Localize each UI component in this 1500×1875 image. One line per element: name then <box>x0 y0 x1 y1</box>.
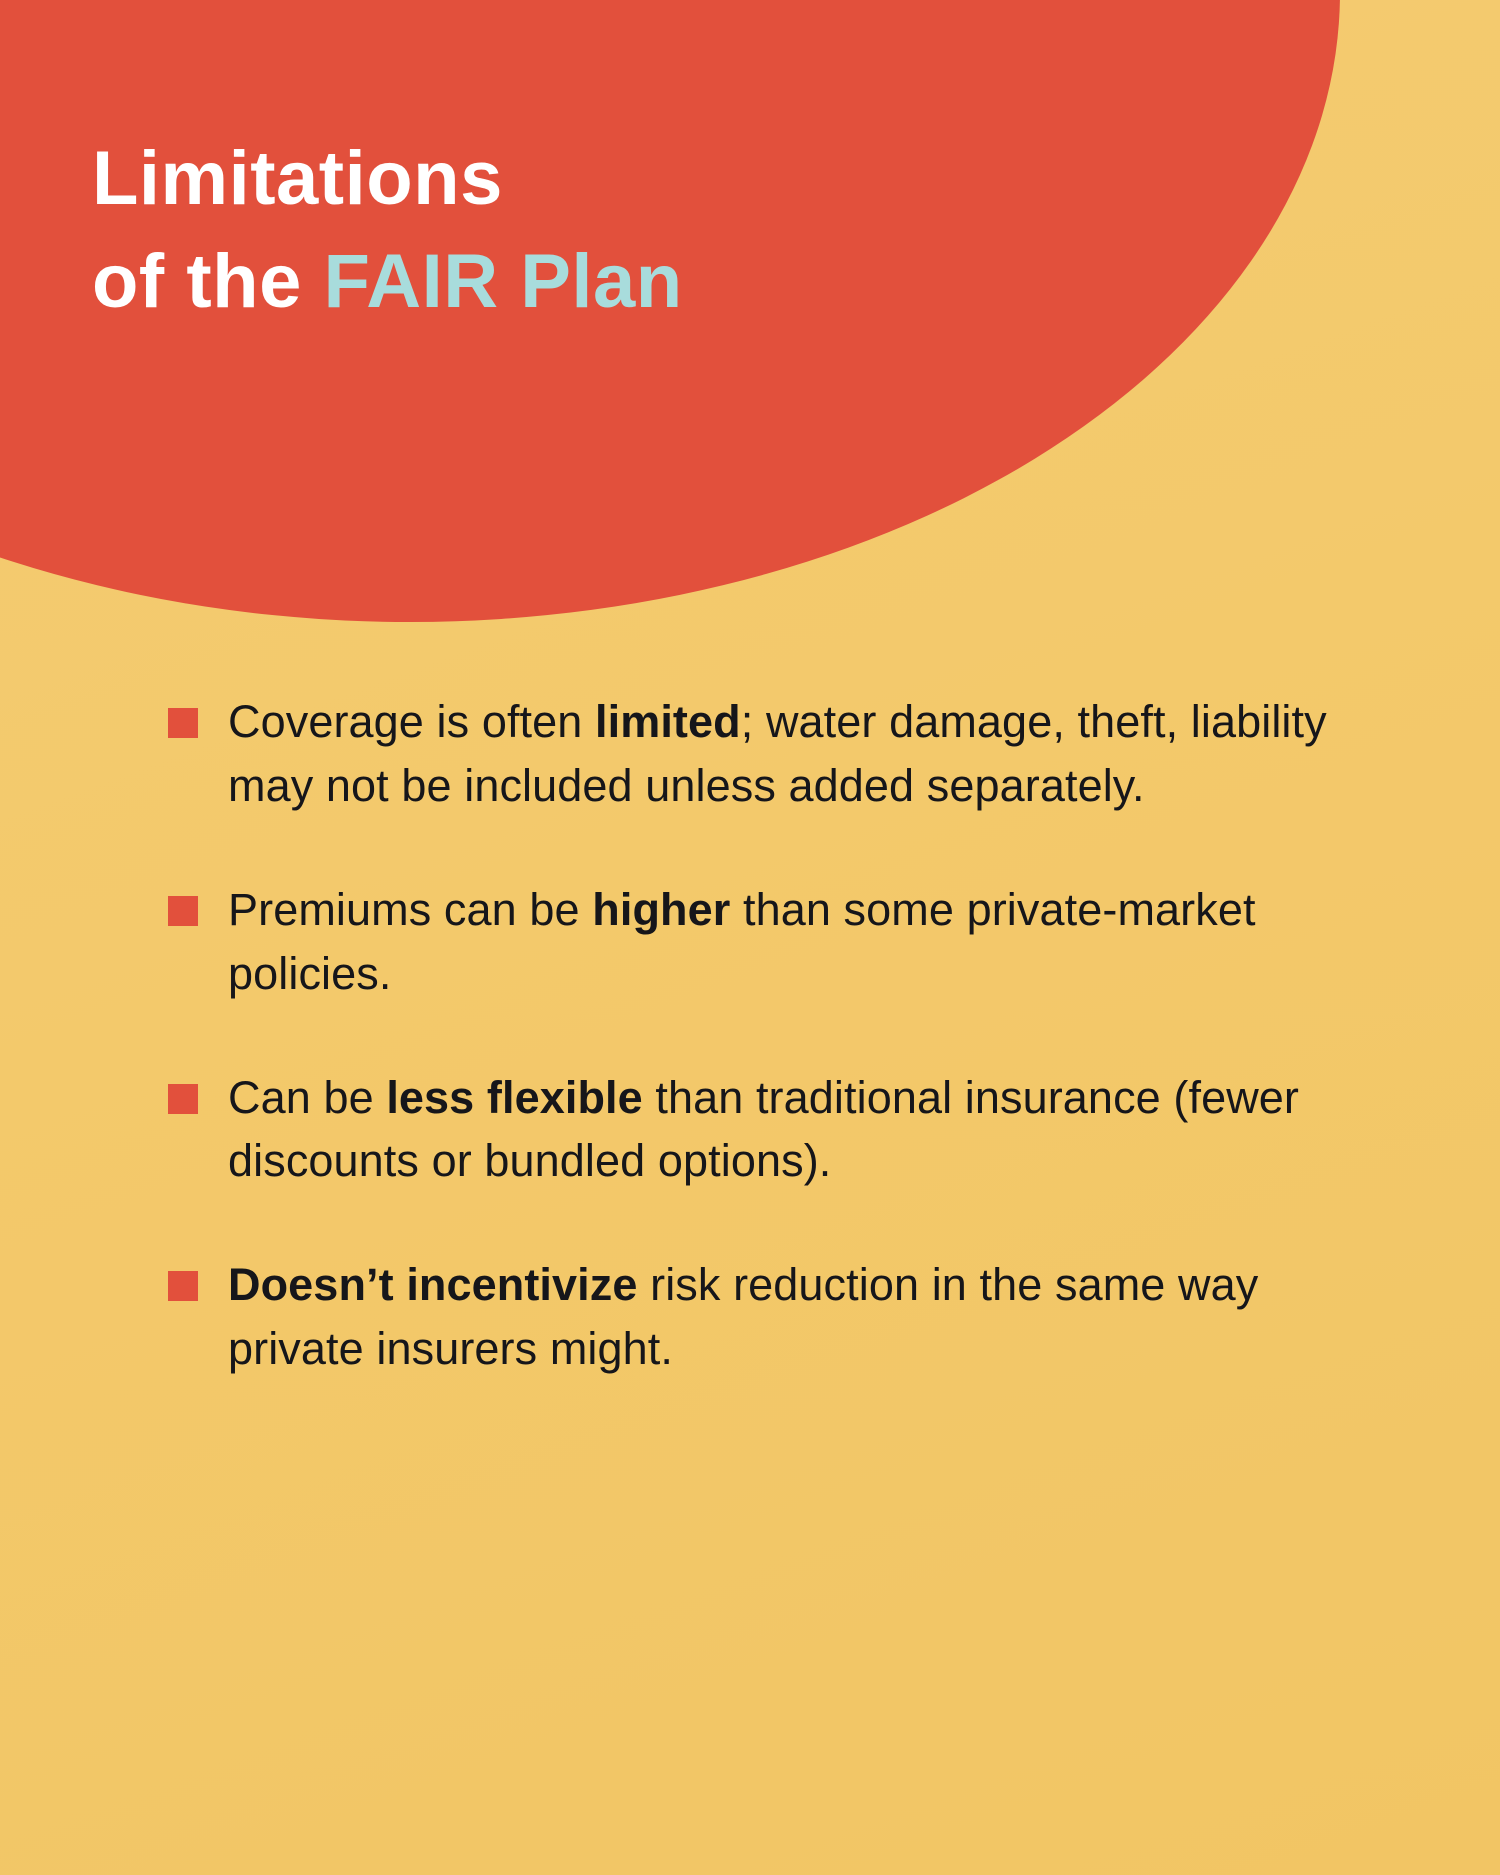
list-item <box>168 1253 1348 1381</box>
emphasis-text: Doesn’t incentivize <box>228 1259 638 1311</box>
limitations-list <box>168 690 1348 1381</box>
title-line-2-prefix: of the <box>92 238 324 324</box>
body-text: Premiums can be <box>228 883 593 935</box>
body-text: Coverage is often <box>228 696 596 747</box>
emphasis-text: less flexible <box>386 1071 643 1123</box>
page-title <box>92 128 1092 333</box>
body-text: Can be <box>228 1071 387 1123</box>
square-bullet-icon <box>168 896 198 926</box>
list-item <box>168 878 1348 1006</box>
emphasis-text: higher <box>592 883 731 935</box>
body-text: than some private-market policies. <box>228 883 1256 999</box>
square-bullet-icon <box>168 1271 198 1301</box>
emphasis-text: limited <box>595 696 741 747</box>
list-item-text <box>228 1066 1348 1194</box>
body-text: risk reduction in the same way private insurers might. <box>228 1259 1259 1375</box>
square-bullet-icon <box>168 1084 198 1114</box>
square-bullet-icon <box>168 708 198 738</box>
list-item-text <box>228 878 1348 1006</box>
list-item-text <box>228 1253 1348 1381</box>
title-line-2 <box>92 231 1092 334</box>
title-line-1: Limitations <box>92 136 503 221</box>
list-item <box>168 690 1348 818</box>
list-item <box>168 1066 1348 1194</box>
body-text: than traditional insurance (fewer discounts or bundled options). <box>228 1071 1300 1187</box>
title-line-2-accent: FAIR Plan <box>323 238 683 324</box>
list-item-text <box>228 690 1348 818</box>
body-text: ; water damage, theft, liability may not be included unless added separately. <box>228 696 1327 811</box>
